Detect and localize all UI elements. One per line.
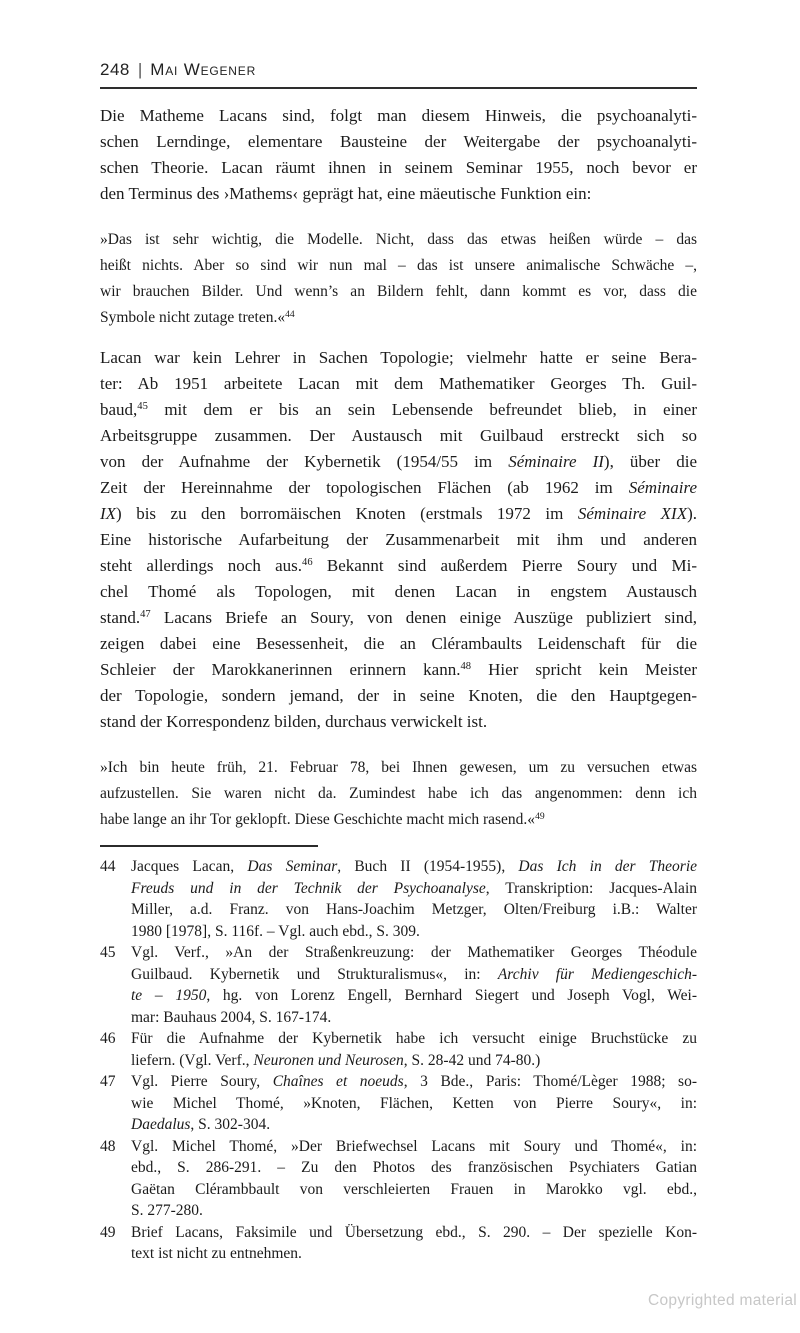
text-segment: Zeit der Hereinnahme der topologischen Flächen (ab 1962 im	[100, 478, 629, 497]
footnote-number: 46	[100, 1030, 116, 1047]
text-segment: Neuronen und Neurosen	[253, 1051, 404, 1069]
footnote-text	[131, 942, 697, 1028]
footnote-45	[100, 942, 697, 1028]
text-line	[131, 899, 697, 921]
lacan-quote-models	[100, 227, 697, 331]
text-segment: Das Ich in der Theorie	[518, 858, 698, 875]
footnote-text	[131, 856, 697, 942]
text-segment: Die Matheme Lacans sind, folgt man diesem Hinweis, die psychoanalyti-	[100, 106, 697, 125]
text-segment: , Transkription: Jacques-Alain	[485, 879, 697, 897]
text-line	[131, 985, 697, 1007]
header-separator: |	[137, 60, 143, 79]
text-segment: baud,	[100, 400, 138, 419]
text-segment: text ist nicht zu entnehmen.	[131, 1245, 302, 1262]
text-segment: chel Thomé als Topologen, mit denen Lacan in engstem Austausch	[100, 582, 697, 601]
text-line	[131, 1136, 697, 1158]
footnote-number: 47	[100, 1073, 116, 1090]
text-segment: Eine historische Aufarbeitung der Zusammenarbeit mit ihm und anderen	[100, 530, 697, 549]
copyright-watermark: Copyrighted material	[648, 1292, 798, 1309]
text-segment: Archiv für Mediengeschich-	[497, 965, 697, 983]
footnote-reference: 48	[460, 661, 472, 673]
text-line	[100, 475, 697, 501]
text-segment: zeigen dabei eine Besessenheit, die an Clérambaults Leidenschaft für die	[100, 634, 697, 653]
intro-paragraph	[100, 103, 697, 207]
text-segment: mar: Bauhaus 2004, S. 167-174.	[131, 1008, 332, 1026]
text-segment: Gaëtan Clérambbault von verschleierten Frauen in Marokko vgl. ebd.,	[131, 1180, 697, 1198]
text-line	[100, 527, 697, 553]
text-segment: heißt nichts. Aber so sind wir nun mal – das ist unsere animalische Schwäche –,	[100, 257, 697, 274]
text-line	[100, 129, 697, 155]
text-line	[131, 878, 697, 900]
footnote-reference: 45	[137, 401, 148, 413]
text-segment: S. 277-280.	[131, 1202, 203, 1219]
text-segment: Bekannt sind außerdem Pierre Soury und Mi-	[312, 556, 697, 575]
text-segment: schen Theorie. Lacan räumt ihnen in seinem Seminar 1955, noch bevor er	[100, 158, 697, 177]
text-segment: ebd., S. 286-291. – Zu den Photos des französischen Psychiaters Gatian	[131, 1159, 697, 1176]
text-segment: ).	[687, 504, 697, 523]
text-segment: habe lange an ihr Tor geklopft. Diese Geschichte macht mich rasend.«	[100, 811, 536, 828]
text-segment: , hg. von Lorenz Engell, Bernhard Siegert und Joseph Vogl, Wei-	[206, 987, 698, 1004]
text-segment: Miller, a.d. Franz. von Hans-Joachim Metzger, Olten/Freiburg i.B.: Walter	[131, 901, 697, 918]
page-body	[100, 103, 697, 833]
text-segment: Séminaire XIX	[577, 504, 688, 523]
page-header	[100, 60, 697, 89]
text-line	[100, 631, 697, 657]
text-segment: ter: Ab 1951 arbeitete Lacan mit dem Mathematiker Georges Th. Guil-	[100, 374, 697, 393]
footnote-44	[100, 856, 697, 942]
text-segment: te – 1950	[131, 987, 207, 1004]
text-segment: Chaînes et noeuds	[272, 1073, 404, 1090]
text-line	[100, 227, 697, 253]
text-line	[100, 709, 697, 735]
footnote-49	[100, 1222, 697, 1265]
footnote-text	[131, 1028, 697, 1071]
text-line	[131, 1093, 697, 1115]
text-segment: stand der Korrespondenz bilden, durchaus verwickelt ist.	[100, 712, 488, 731]
text-segment: Séminaire	[628, 478, 697, 497]
text-line	[131, 1179, 697, 1201]
footnote-text	[131, 1136, 697, 1222]
running-title: Mai Wegener	[150, 60, 257, 79]
text-line	[131, 1071, 697, 1093]
footnote-text	[131, 1071, 697, 1136]
text-line	[131, 1222, 697, 1244]
text-line	[100, 579, 697, 605]
text-segment: den Terminus des ›Mathems‹ geprägt hat, eine mäeutische Funktion ein:	[100, 184, 592, 203]
footnote-number: 44	[100, 858, 116, 875]
footnote-48	[100, 1136, 697, 1222]
footnote-reference: 44	[285, 308, 295, 320]
text-line	[131, 1200, 697, 1222]
text-segment: Schleier der Marokkanerinnen erinnern kann.	[100, 660, 461, 679]
text-segment: Vgl. Verf., »An der Straßenkreuzung: der Mathematiker Georges Théodule	[131, 944, 697, 961]
text-line	[131, 942, 697, 964]
text-line	[100, 501, 697, 527]
text-segment: Guilbaud. Kybernetik und Strukturalismus«, in:	[131, 965, 498, 983]
footnote-number: 49	[100, 1223, 116, 1241]
page-number: 248	[100, 60, 130, 79]
text-segment: stand.	[100, 608, 141, 627]
text-line	[100, 755, 697, 781]
footnote-46	[100, 1028, 697, 1071]
text-segment: ), über die	[603, 452, 697, 471]
text-line	[100, 103, 697, 129]
footnote-47	[100, 1071, 697, 1136]
text-line	[100, 305, 697, 331]
text-line	[100, 449, 697, 475]
text-segment: liefern. (Vgl. Verf.,	[131, 1051, 254, 1069]
text-line	[100, 553, 697, 579]
footnote-reference: 46	[302, 557, 313, 569]
text-segment: ) bis zu den borromäischen Knoten (erstmals 1972 im	[116, 504, 578, 523]
text-segment: Symbole nicht zutage treten.«	[100, 309, 286, 326]
text-line	[100, 279, 697, 305]
text-line	[100, 657, 697, 683]
text-line	[100, 397, 697, 423]
text-segment: , S. 302-304.	[190, 1116, 271, 1133]
text-segment: Brief Lacans, Faksimile und Übersetzung ebd., S. 290. – Der spezielle Kon-	[131, 1223, 697, 1241]
text-segment: Daedalus	[131, 1116, 191, 1133]
text-segment: 1980 [1978], S. 116f. – Vgl. auch ebd., S. 309.	[131, 922, 420, 940]
text-segment: Lacans Briefe an Soury, von denen einige Auszüge publiziert sind,	[150, 608, 697, 627]
text-segment: Hier spricht kein Meister	[471, 660, 697, 679]
text-segment: von der Aufnahme der Kybernetik (1954/55 im	[100, 452, 509, 471]
text-line	[131, 1028, 697, 1050]
text-segment: der Topologie, sondern jemand, der in seine Knoten, die den Hauptgegen-	[100, 686, 697, 705]
text-segment: Für die Aufnahme der Kybernetik habe ich versucht einige Bruchstücke zu	[131, 1030, 697, 1047]
text-line	[131, 1114, 697, 1136]
text-line	[131, 1243, 697, 1265]
text-segment: Lacan war kein Lehrer in Sachen Topologie; vielmehr hatte er seine Bera-	[100, 348, 697, 367]
footnote-separator	[100, 845, 318, 847]
text-segment: Séminaire II	[508, 452, 604, 471]
text-segment: Arbeitsgruppe zusammen. Der Austausch mit Guilbaud erstreckt sich so	[100, 426, 697, 445]
text-segment: »Das ist sehr wichtig, die Modelle. Nicht, dass das etwas heißen würde – das	[100, 231, 697, 248]
text-line	[100, 155, 697, 181]
text-segment: wie Michel Thomé, »Knoten, Flächen, Ketten von Pierre Soury«, in:	[131, 1094, 697, 1112]
text-line	[100, 807, 697, 833]
text-segment: Vgl. Pierre Soury,	[131, 1073, 273, 1090]
text-segment: schen Lerndinge, elementare Bausteine der Weitergabe der psychoanalyti-	[100, 132, 697, 151]
text-segment: IX	[100, 504, 117, 523]
text-line	[100, 345, 697, 371]
text-line	[131, 1157, 697, 1179]
text-line	[131, 856, 697, 878]
text-segment: , 3 Bde., Paris: Thomé/Lèger 1988; so-	[403, 1073, 698, 1090]
text-segment: mit dem er bis an sein Lebensende befreundet blieb, in einer	[147, 400, 697, 419]
text-segment: , Buch II (1954-1955),	[337, 858, 519, 875]
text-line	[100, 181, 697, 207]
text-segment: Freuds und in der Technik der Psychoanalyse	[131, 879, 486, 897]
book-page	[100, 60, 697, 1265]
lacan-letter-quote	[100, 755, 697, 833]
text-segment: steht allerdings noch aus.	[100, 556, 303, 575]
text-line	[100, 423, 697, 449]
text-line	[100, 605, 697, 631]
topology-paragraph	[100, 345, 697, 735]
footnote-number: 45	[100, 944, 116, 961]
text-line	[100, 253, 697, 279]
text-segment: , S. 28-42 und 74-80.)	[403, 1051, 541, 1069]
text-line	[100, 683, 697, 709]
text-line	[131, 964, 697, 986]
text-line	[100, 371, 697, 397]
text-line	[131, 921, 697, 943]
text-segment: Vgl. Michel Thomé, »Der Briefwechsel Lacans mit Soury und Thomé«, in:	[131, 1137, 697, 1155]
footnote-reference: 49	[535, 810, 545, 822]
footnote-reference: 47	[140, 609, 151, 621]
text-segment: aufzustellen. Sie waren nicht da. Zumindest habe ich das angenommen: denn ich	[100, 785, 697, 802]
text-segment: Das Seminar	[247, 858, 338, 875]
text-segment: »Ich bin heute früh, 21. Februar 78, bei Ihnen gewesen, um zu versuchen etwas	[100, 759, 697, 776]
text-segment: Jacques Lacan,	[131, 858, 248, 875]
text-line	[131, 1007, 697, 1029]
text-line	[100, 781, 697, 807]
footnote-number: 48	[100, 1137, 116, 1155]
text-line	[131, 1050, 697, 1072]
footnotes-section	[100, 856, 697, 1265]
footnote-text	[131, 1222, 697, 1265]
text-segment: wir brauchen Bilder. Und wenn’s an Bildern fehlt, dann kommt es vor, dass die	[100, 283, 697, 300]
